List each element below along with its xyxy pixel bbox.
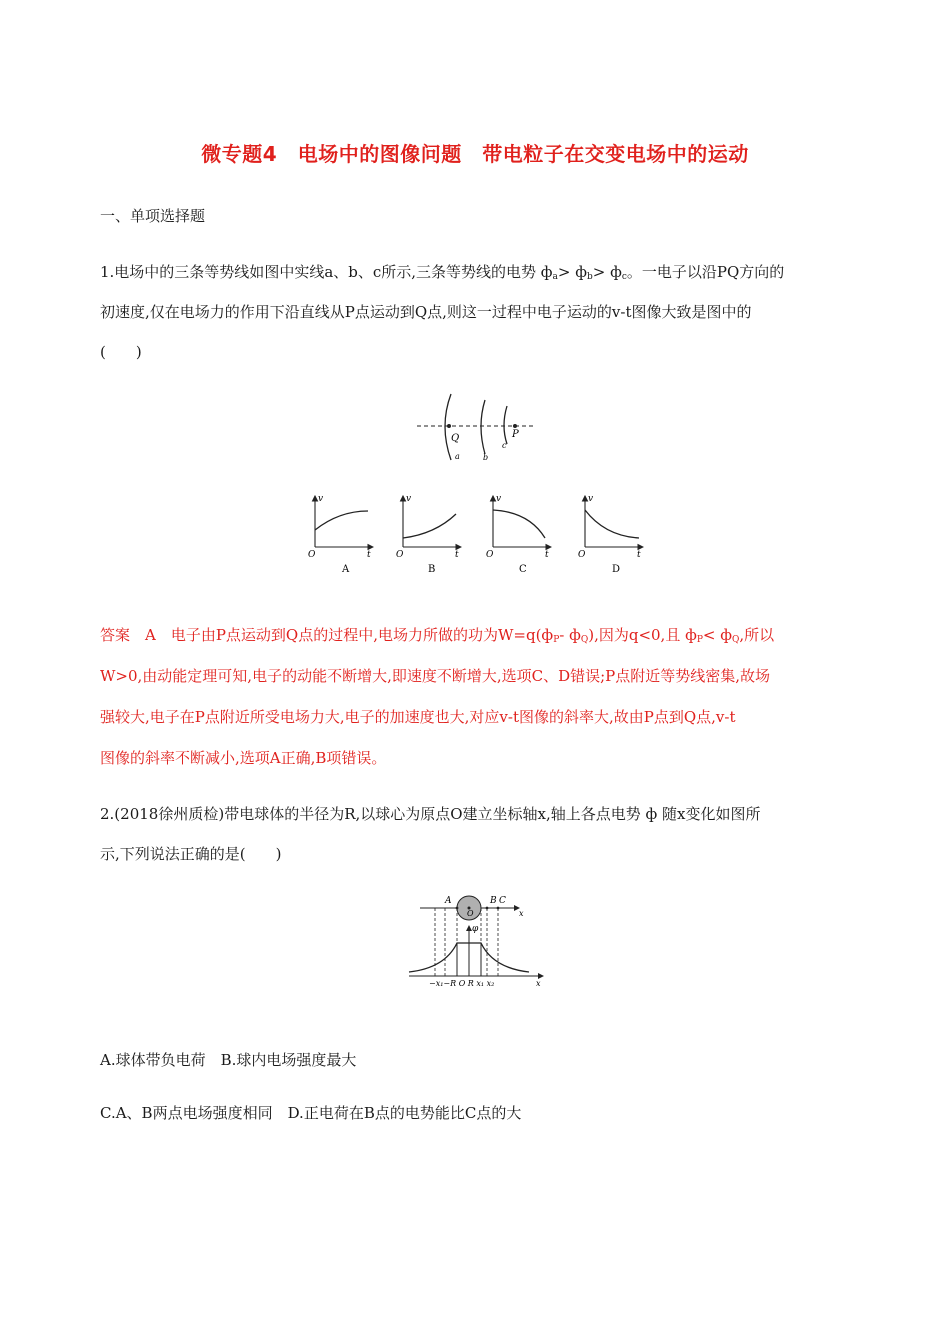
q2-options-ab: A.球体带负电荷 B.球内电场强度最大	[100, 1051, 357, 1069]
graph-c	[486, 494, 551, 575]
svg-text:t: t	[367, 550, 371, 560]
page-title: 微专题4 电场中的图像问题 带电粒子在交变电场中的运动	[201, 142, 749, 166]
vt-graphs	[295, 490, 655, 580]
svg-text:v: v	[588, 494, 594, 504]
svg-text:C: C	[499, 896, 506, 906]
graph-letter-a: A	[342, 564, 350, 575]
svg-text:B: B	[490, 896, 497, 906]
answer1-line1: 答案 A 电子由P点运动到Q点的过程中,电场力所做的功为$W=q(ф_P-$ $ф_Q$),因为q<0,且 $ф_P< ф_Q$,所以	[100, 626, 775, 645]
svg-text:x: x	[519, 909, 524, 918]
line-c	[504, 406, 507, 444]
line-b	[481, 400, 485, 454]
svg-text:b: b	[483, 453, 489, 462]
q2-line2: 示,下列说法正确的是( )	[100, 845, 282, 863]
graph-letter-d: D	[612, 564, 621, 575]
point-q	[447, 424, 451, 428]
svg-text:O: O	[396, 550, 404, 560]
svg-text:t: t	[455, 550, 459, 560]
graph-a	[308, 494, 373, 575]
graph-letter-c: C	[519, 564, 527, 575]
svg-text:v: v	[406, 494, 412, 504]
q1-line2: 初速度,仅在电场力的作用下沿直线从P点运动到Q点,则这一过程中电子运动的v-t图像大致是图中的	[100, 303, 752, 321]
answer1-line2: W>0,由动能定理可知,电子的动能不断增大,即速度不断增大,选项C、D错误;P点附近等势线密集,故场	[100, 667, 771, 685]
q1-line3: ( )	[100, 343, 142, 361]
graph-letter-b: B	[428, 564, 436, 575]
equipotential-figure	[415, 390, 535, 465]
q1-line1: 1.电场中的三条等势线如图中实线a、b、c所示,三条等势线的电势 $ф_a> ф_b> ф_c$。一电子以沿PQ方向的	[100, 263, 785, 282]
svg-text:x: x	[536, 979, 541, 988]
svg-text:A: A	[445, 896, 452, 906]
svg-text:O: O	[486, 550, 494, 560]
svg-text:O: O	[467, 909, 474, 918]
q2-options-cd: C.A、B两点电场强度相同 D.正电荷在B点的电势能比C点的大	[100, 1104, 522, 1122]
point-p	[513, 424, 517, 428]
svg-text:a: a	[455, 452, 460, 461]
svg-text:t: t	[637, 550, 641, 560]
section-heading: 一、单项选择题	[100, 207, 206, 225]
svg-text:c: c	[502, 441, 507, 450]
answer1-line3: 强较大,电子在P点附近所受电场力大,电子的加速度也大,对应v-t图像的斜率大,故由P点到Q点,v-t	[100, 708, 736, 726]
svg-text:v: v	[496, 494, 502, 504]
svg-text:P: P	[512, 429, 519, 440]
answer1-line4: 图像的斜率不断减小,选项A正确,B项错误。	[100, 749, 387, 767]
q2-line1: 2.(2018徐州质检)带电球体的半径为R,以球心为原点O建立坐标轴x,轴上各点电势 ф 随x变化如图所	[100, 805, 761, 823]
svg-text:t: t	[545, 550, 549, 560]
svg-text:O: O	[308, 550, 316, 560]
svg-text:−x₁−R O R x₁ x₂: −x₁−R O R x₁ x₂	[429, 979, 495, 988]
svg-text:O: O	[578, 550, 586, 560]
svg-text:φ: φ	[472, 924, 479, 934]
graph-d	[578, 494, 643, 575]
svg-text:Q: Q	[451, 433, 460, 444]
graph-b	[396, 494, 461, 575]
svg-text:v: v	[318, 494, 324, 504]
sphere-potential-figure	[405, 888, 550, 992]
